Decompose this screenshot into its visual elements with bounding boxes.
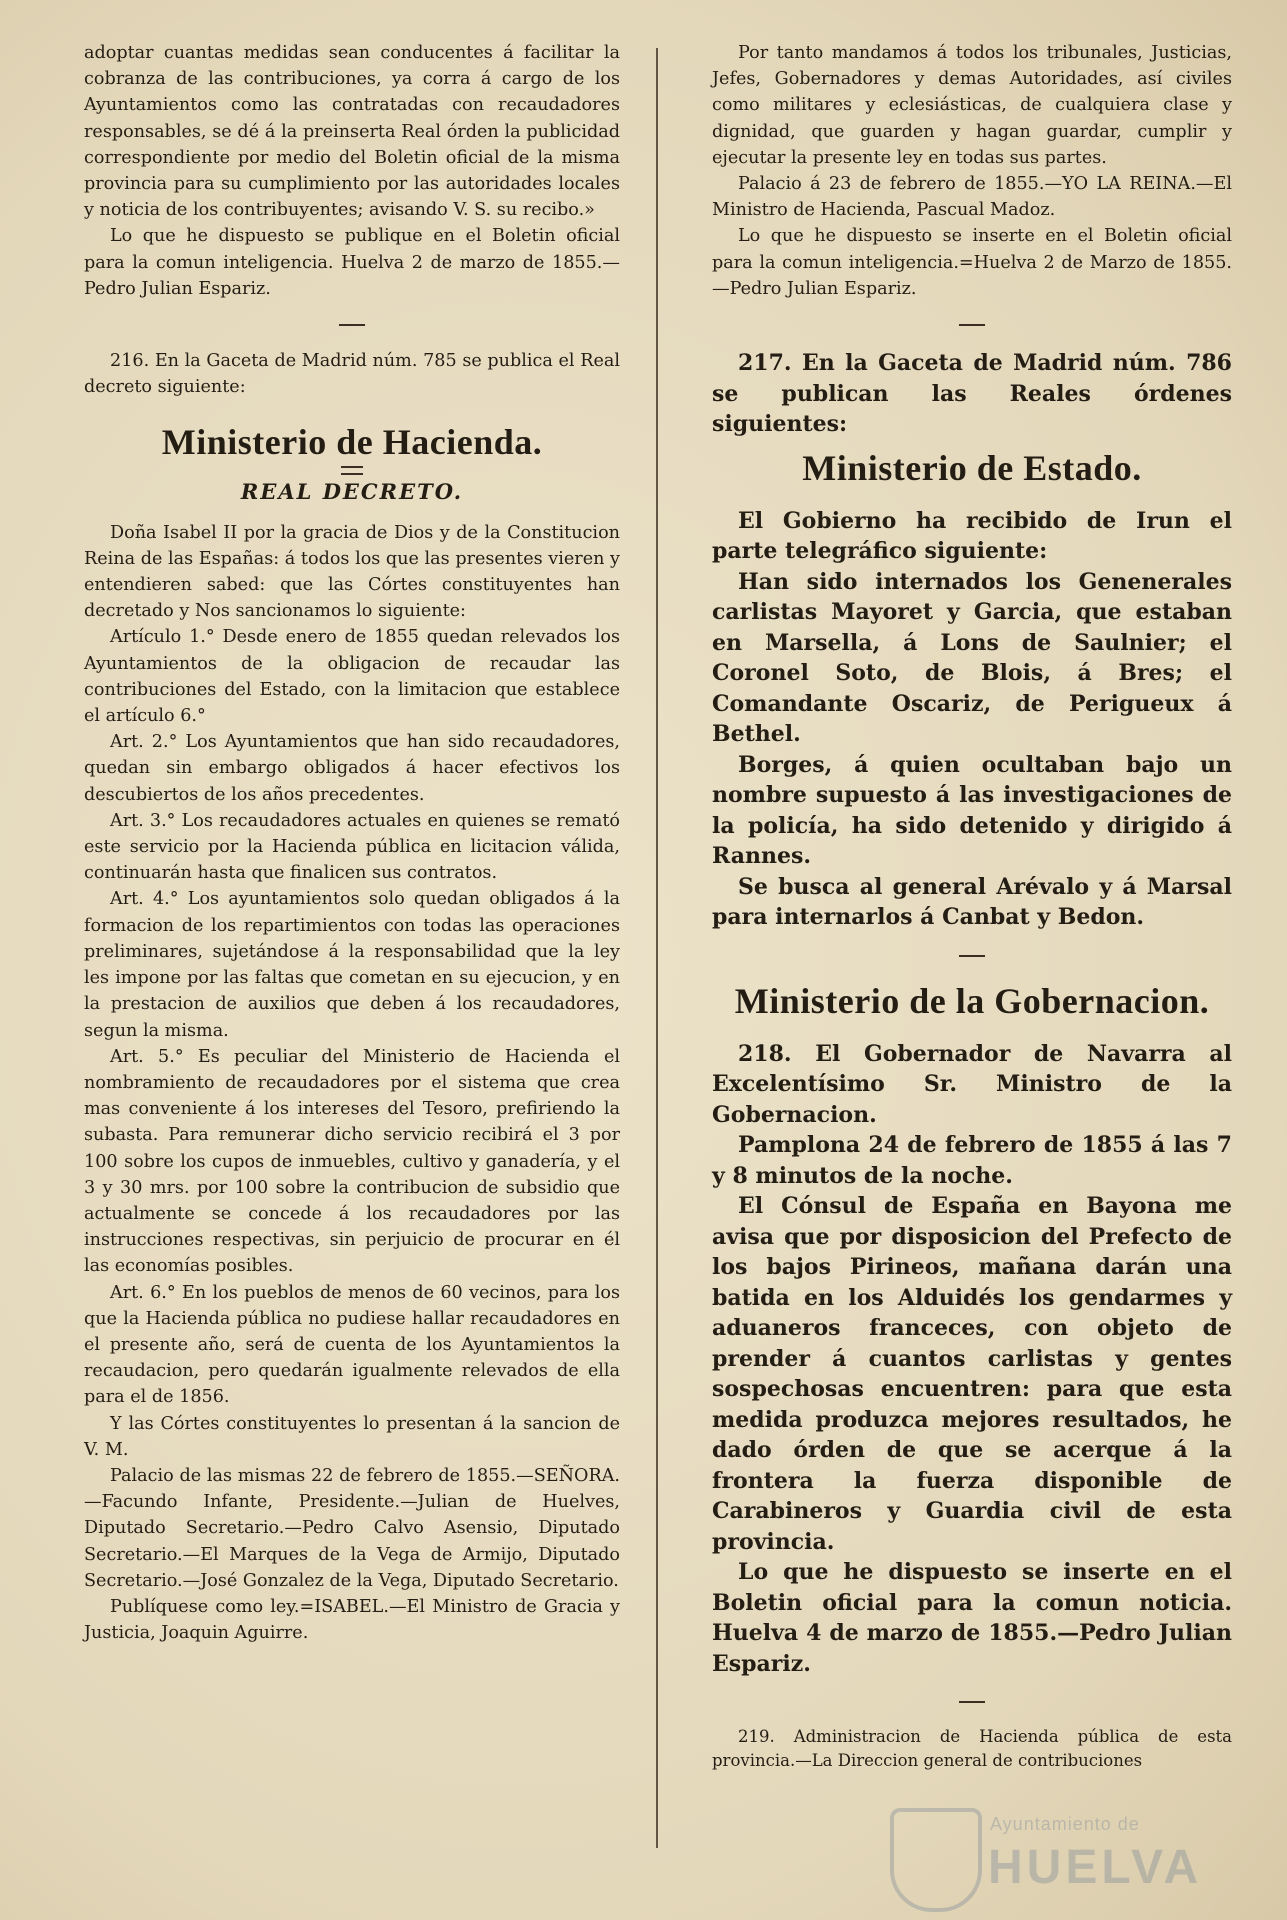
article-3: Art. 3.° Los recaudadores actuales en quienes se remató este servicio por la Hacienda pública en licitacion válida, continuarán hasta que finalicen sus contratos. bbox=[84, 810, 620, 884]
ministry-heading-hacienda: Ministerio de Hacienda. bbox=[161, 422, 543, 463]
right-column bbox=[712, 40, 1232, 1773]
item-219: 219. Administracion de Hacienda pública de esta provincia.—La Direccion general de contribuciones bbox=[712, 1727, 1232, 1771]
crest-icon bbox=[890, 1808, 982, 1912]
intro-paragraph: adoptar cuantas medidas sean conducentes á facilitar la cobranza de las contribuciones, ya corra á cargo de los Ayuntamientos como las contratadas con recaudadores responsables, se dé á la preinserta Real órden la publicidad correspondiente por medio del Boletin oficial de la misma provincia para su cumplimiento por las autoridades locales y noticia de los contribuyentes; avisando V. S. su recibo.» bbox=[84, 43, 620, 221]
article-5: Art. 5.° Es peculiar del Ministerio de Hacienda el nombramiento de recaudadores por el sistema que crea mas conveniente á los intereses del Tesoro, prefiriendo la subasta. Para remunerar dicho servicio recibirá el 3 por 100 sobre los cupos de inmuebles, cultivo y ganadería, y el 3 y 30 mrs. por 100 sobre la contribucion de subsidio que actualmente se concede á los recaudadores por las instrucciones respectivas, sin perjuicio de procurar en él las economías posibles. bbox=[84, 1046, 620, 1277]
spacer bbox=[712, 1025, 1232, 1039]
arevalo-paragraph: Se busca al general Arévalo y á Marsal para internarlos á Canbat y Bedon. bbox=[712, 873, 1232, 931]
ministry-heading-estado: Ministerio de Estado. bbox=[802, 447, 1142, 488]
pamplona-paragraph: Pamplona 24 de febrero de 1855 á las 7 y 8 minutos de la noche. bbox=[712, 1132, 1232, 1189]
consul-paragraph: El Cónsul de España en Bayona me avisa que por disposicion del Prefecto de los bajos Pirineos, mañana darán una batida en los Alduidés los gendarmes y aduaneros franceces, con objeto de prender á cuantos carlistas y gentes sospechosas encuentren: para que esta medida produzca mejores resultados, he dado órden de que se acerque á la frontera la fuerza disponible de Carabineros y Guardia civil de esta provincia. bbox=[712, 1193, 1232, 1555]
item-217: 217. En la Gaceta de Madrid núm. 786 se publican las Reales órdenes siguientes: bbox=[712, 350, 1232, 438]
palacio-reina-paragraph: Palacio á 23 de febrero de 1855.—YO LA REINA.—El Ministro de Hacienda, Pascual Madoz. bbox=[712, 174, 1232, 221]
internados-paragraph: Han sido internados los Genenerales carlistas Mayoret y Garcia, que estaban en Marsella, á Lons de Saulnier; el Coronel Soto, de Blois, á Bres; el Comandante Oscariz, de Perigueux á Bethel. bbox=[712, 568, 1232, 748]
article-4: Art. 4.° Los ayuntamientos solo quedan obligados á la formacion de los repartimientos con todas las operaciones preliminares, sujetándose á la responsabilidad que la ley les impone por las faltas que cometan en su ejecucion, y en la prestacion de auxilios que deben á los recaudadores, segun la misma. bbox=[84, 889, 620, 1041]
cortes-paragraph: Y las Córtes constituyentes lo presentan á la sancion de V. M. bbox=[84, 1413, 620, 1460]
item-216: 216. En la Gaceta de Madrid núm. 785 se publica el Real decreto siguiente: bbox=[84, 351, 620, 398]
dispuesto-paragraph-right: Lo que he dispuesto se inserte en el Boletin oficial para la comun inteligencia.=Huelva 2 de Marzo de 1855.—Pedro Julian Espariz. bbox=[712, 226, 1232, 299]
publiquese-paragraph: Publíquese como ley.=ISABEL.—El Ministro de Gracia y Justicia, Joaquin Aguirre. bbox=[84, 1596, 620, 1644]
dispuesto-paragraph-2: Lo que he dispuesto se inserte en el Boletin oficial para la comun noticia. Huelva 4 de marzo de 1855.—Pedro Julian Espariz. bbox=[712, 1559, 1232, 1677]
column-rule bbox=[656, 48, 658, 1848]
spacer bbox=[712, 492, 1232, 506]
article-2: Art. 2.° Los Ayuntamientos que han sido recaudadores, quedan sin embargo obligados á hacer efectivos los descubiertos de los años precedentes. bbox=[84, 732, 620, 805]
article-1: Artículo 1.° Desde enero de 1855 quedan relevados los Ayuntamientos de la obligacion de recaudar las contribuciones del Estado, con la limitacion que establece el artículo 6.° bbox=[84, 627, 620, 727]
heading-ornament bbox=[341, 466, 363, 475]
section-divider bbox=[339, 324, 365, 326]
watermark-line-1: Ayuntamiento de bbox=[990, 1814, 1140, 1834]
item-218: 218. El Gobernador de Navarra al Excelentísimo Sr. Ministro de la Gobernacion. bbox=[712, 1040, 1232, 1128]
section-divider bbox=[959, 1701, 985, 1703]
spacer bbox=[84, 400, 620, 414]
borges-paragraph: Borges, á quien ocultaban bajo un nombre supuesto á las investigaciones de la policía, ha sido detenido y dirigido á Rannes. bbox=[712, 751, 1232, 870]
gobierno-paragraph: El Gobierno ha recibido de Irun el parte telegráfico siguiente: bbox=[712, 507, 1232, 565]
dispuesto-paragraph: Lo que he dispuesto se publique en el Boletin oficial para la comun inteligencia. Huelva 2 de marzo de 1855.—Pedro Julian Espariz. bbox=[84, 226, 620, 299]
section-divider bbox=[959, 955, 985, 957]
article-6: Art. 6.° En los pueblos de menos de 60 vecinos, para los que la Hacienda pública no pudiese hallar recaudadores en el presente año, será de cuenta de los Ayuntamientos la recaudacion, pero quedarán igualmente relevados de ella para el de 1856. bbox=[84, 1282, 620, 1408]
real-decreto-heading: REAL DECRETO. bbox=[240, 479, 464, 505]
por-tanto-paragraph: Por tanto mandamos á todos los tribunales, Justicias, Jefes, Gobernadores y demas Autoridades, así civiles como militares y eclesiásticas, de cualquiera clase y dignidad, que guarden y hagan guardar, cumplir y ejecutar la presente ley en todas sus partes. bbox=[712, 43, 1232, 168]
ministry-heading-gobernacion: Ministerio de la Gobernacion. bbox=[734, 980, 1210, 1021]
palacio-signatures: Palacio de las mismas 22 de febrero de 1855.—SEÑORA.—Facundo Infante, Presidente.—Julian de Huelves, Diputado Secretario.—Pedro Calvo Asensio, Diputado Secretario.—El Marques de la Vega de Armijo, Diputado Secretario.—José Gonzalez de la Vega, Diputado Secretario. bbox=[84, 1465, 620, 1591]
isabel-preamble: Doña Isabel II por la gracia de Dios y de la Constitucion Reina de las Españas: á todos los que las presentes vieren y entendieren sabed: que las Córtes constituyentes han decretado y Nos sancionamos lo siguiente: bbox=[84, 522, 620, 622]
watermark-line-2: HUELVA bbox=[988, 1841, 1203, 1894]
archive-watermark bbox=[880, 1800, 1210, 1910]
section-divider bbox=[959, 324, 985, 326]
left-column bbox=[84, 40, 620, 1646]
